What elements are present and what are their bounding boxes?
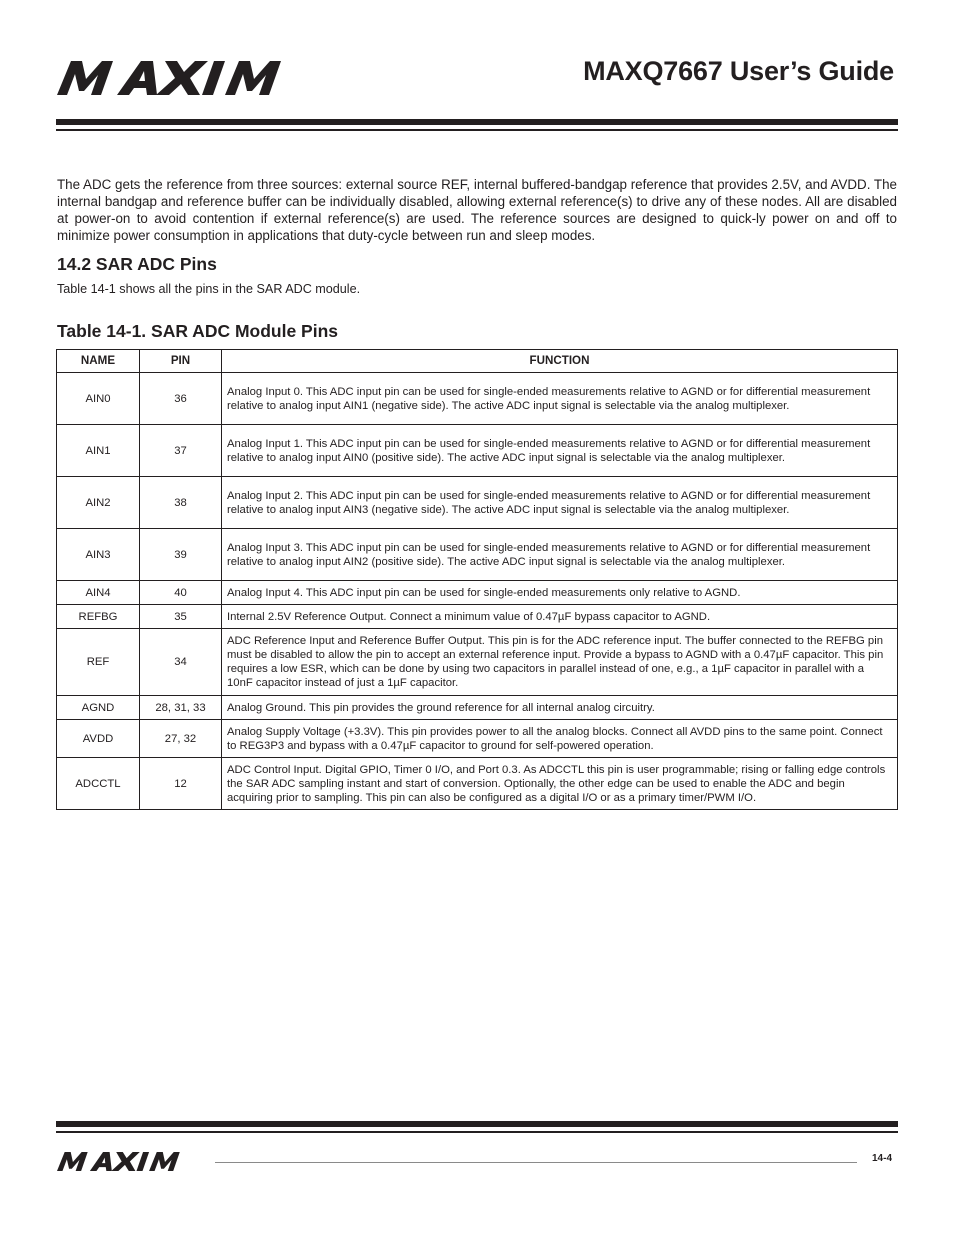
pin-function-cell: Analog Input 4. This ADC input pin can be used for single-ended measurements only relative to AGND. (222, 581, 898, 605)
table-row (57, 425, 898, 477)
pin-number-cell: 27, 32 (140, 720, 222, 758)
pin-function-cell: ADC Control Input. Digital GPIO, Timer 0 I/O, and Port 0.3. As ADCCTL this pin is user programmable; rising or falling edge controls the SAR ADC sampling instant and start of conversion. Optionally, the other edge can be used to enable the ADC and begin acquiring prior to sampling. This pin can also be configured as a digital I/O or as a primary timer/PWM I/O. (222, 758, 898, 810)
pin-function-cell: Analog Input 3. This ADC input pin can be used for single-ended measurements relative to AGND or for differential measurement relative to analog input AIN2 (positive side). The active ADC input signal is selectable via the analog multiplexer. (222, 529, 898, 581)
pin-function-cell: ADC Reference Input and Reference Buffer Output. This pin is for the ADC reference input. The buffer connected to the REFBG pin must be disabled to allow the pin to accept an external reference input. Provide a bypass to AGND with a 0.47µF capacitor. This pin requires a low ESR, which can be done by using two capacitors in parallel instead of one, e.g., a 1µF capacitor in parallel with a 10nF capacitor instead of just a 1µF capacitor. (222, 629, 898, 696)
pin-name-cell: AVDD (57, 720, 140, 758)
table-title: Table 14-1. SAR ADC Module Pins (57, 321, 339, 341)
pin-number-cell: 34 (140, 629, 222, 696)
table-row (57, 758, 898, 810)
table-header-row (57, 350, 898, 373)
header-rule-thick (56, 119, 898, 125)
table-row (57, 581, 898, 605)
table-row (57, 477, 898, 529)
maxim-footer-logo (57, 1152, 205, 1171)
pin-number-cell: 39 (140, 529, 222, 581)
intro-paragraph: The ADC gets the reference from three sources: external source REF, internal buffered-bandgap reference that provides 2.5V, and AVDD. The internal bandgap and reference buffer can be individually disabled, allowing external reference(s) to drive any of these nodes. All are disabled at power-on to avoid contention if external reference(s) are used. The reference sources are designed to quick-ly power on and off to minimize power consumption in applications that duty-cycle between run and sleep modes. (57, 177, 897, 243)
column-header-name: NAME (57, 350, 140, 373)
pin-function-cell: Analog Supply Voltage (+3.3V). This pin provides power to all the analog blocks. Connect all AVDD pins to the same point. Connect to REG3P3 and bypass with a 0.47µF capacitor to ground for self-powered operation. (222, 720, 898, 758)
pin-name-cell: AGND (57, 696, 140, 720)
column-header-pin: PIN (140, 350, 222, 373)
pin-name-cell: AIN1 (57, 425, 140, 477)
pin-number-cell: 36 (140, 373, 222, 425)
pin-function-cell: Analog Ground. This pin provides the ground reference for all internal analog circuitry. (222, 696, 898, 720)
table-row (57, 696, 898, 720)
sar-adc-pins-table (56, 349, 898, 810)
pin-function-cell: Analog Input 0. This ADC input pin can be used for single-ended measurements relative to AGND or for differential measurement relative to analog input AIN1 (negative side). The active ADC input signal is selectable via the analog multiplexer. (222, 373, 898, 425)
pin-number-cell: 40 (140, 581, 222, 605)
header-rule-thin (56, 129, 898, 131)
pin-name-cell: REF (57, 629, 140, 696)
pin-number-cell: 38 (140, 477, 222, 529)
pin-name-cell: AIN0 (57, 373, 140, 425)
pin-function-cell: Internal 2.5V Reference Output. Connect a minimum value of 0.47µF bypass capacitor to AGND. (222, 605, 898, 629)
table-row (57, 605, 898, 629)
pin-name-cell: ADCCTL (57, 758, 140, 810)
footer-rule-thin (56, 1131, 898, 1133)
pin-number-cell: 35 (140, 605, 222, 629)
pin-number-cell: 12 (140, 758, 222, 810)
pin-number-cell: 37 (140, 425, 222, 477)
page-number: 14-4 (871, 1153, 892, 1164)
pin-name-cell: REFBG (57, 605, 140, 629)
section-description: Table 14-1 shows all the pins in the SAR ADC module. (57, 282, 361, 296)
document-title: MAXQ7667 User’s Guide (583, 56, 894, 86)
pin-function-cell: Analog Input 2. This ADC input pin can be used for single-ended measurements relative to AGND or for differential measurement relative to analog input AIN3 (negative side). The active ADC input signal is selectable via the analog multiplexer. (222, 477, 898, 529)
table-row (57, 529, 898, 581)
pin-function-cell: Analog Input 1. This ADC input pin can be used for single-ended measurements relative to AGND or for differential measurement relative to analog input AIN0 (positive side). The active ADC input signal is selectable via the analog multiplexer. (222, 425, 898, 477)
footer-divider (215, 1162, 857, 1163)
footer-rule-thick (56, 1121, 898, 1127)
table-row (57, 720, 898, 758)
column-header-function: FUNCTION (222, 350, 898, 373)
pin-name-cell: AIN2 (57, 477, 140, 529)
pin-name-cell: AIN3 (57, 529, 140, 581)
table-row (57, 629, 898, 696)
table-row (57, 373, 898, 425)
section-heading: 14.2 SAR ADC Pins (57, 254, 217, 274)
pin-name-cell: AIN4 (57, 581, 140, 605)
pin-number-cell: 28, 31, 33 (140, 696, 222, 720)
maxim-logo (57, 61, 327, 95)
